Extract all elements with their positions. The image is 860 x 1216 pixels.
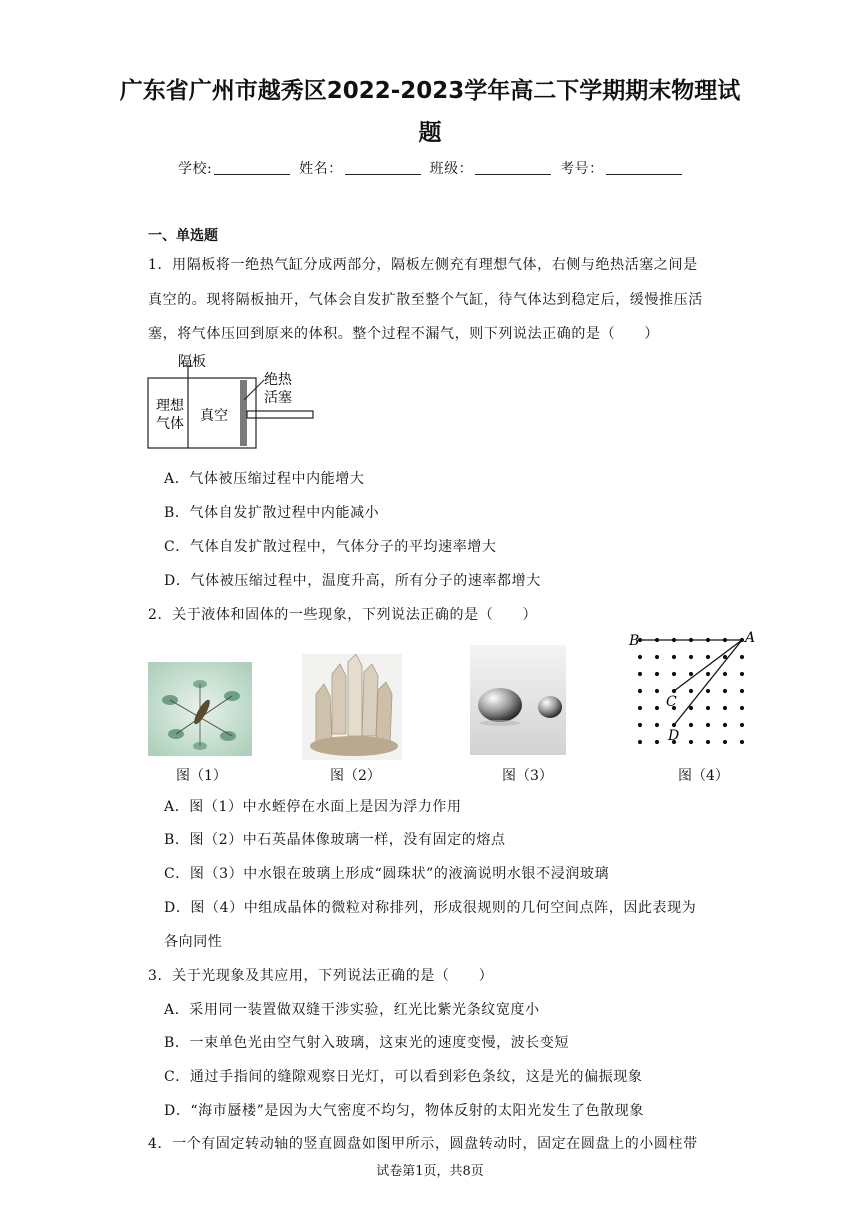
q2-option-c: C．图（3）中水银在玻璃上形成“圆珠状”的液滴说明水银不浸润玻璃: [164, 866, 610, 882]
lattice-point: [655, 706, 659, 710]
lattice-point: [706, 689, 710, 693]
q2-option-a: A．图（1）中水蛭停在水面上是因为浮力作用: [164, 799, 462, 815]
piston-label-line1: 绝热: [264, 372, 292, 388]
lattice-point: [723, 672, 727, 676]
page-footer: 试卷第1页，共8页: [376, 1164, 484, 1179]
lattice-point: [723, 706, 727, 710]
exam-number-label: 考号：: [560, 161, 604, 177]
lattice-point: [723, 689, 727, 693]
name-blank: [345, 160, 421, 175]
lattice-label-a: A: [745, 630, 756, 646]
lattice-point: [655, 672, 659, 676]
lattice-point: [740, 689, 744, 693]
crystal-lattice-diagram: [626, 628, 756, 750]
exam-title-line2: 题: [418, 120, 442, 146]
lattice-point: [655, 740, 659, 744]
school-label: 学校:: [178, 161, 213, 177]
lattice-point: [638, 672, 642, 676]
class-blank: [475, 160, 551, 175]
q1-option-c: C．气体自发扩散过程中，气体分子的平均速率增大: [164, 539, 497, 555]
lattice-point: [689, 723, 693, 727]
lattice-point: [706, 655, 710, 659]
figure-2-label: 图（2）: [330, 768, 381, 784]
lattice-point: [706, 740, 710, 744]
lattice-point: [723, 740, 727, 744]
q3-option-d: D．“海市蜃楼”是因为大气密度不均匀，物体反射的太阳光发生了色散现象: [164, 1103, 644, 1119]
q3-option-a: A．采用同一装置做双缝干涉实验，红光比紫光条纹宽度小: [164, 1002, 540, 1018]
q1-stem-line3: 塞，将气体压回到原来的体积。整个过程不漏气，则下列说法正确的是（ ）: [148, 326, 659, 342]
lattice-point: [655, 723, 659, 727]
q2-option-b: B．图（2）中石英晶体像玻璃一样，没有固定的熔点: [164, 832, 506, 848]
lattice-point: [672, 672, 676, 676]
lattice-label-b: B: [629, 633, 640, 649]
q3-option-b: B．一束单色光由空气射入玻璃，这束光的速度变慢，波长变短: [164, 1035, 570, 1051]
gas-label-line2: 气体: [156, 416, 184, 432]
figure-1-label: 图（1）: [176, 768, 227, 784]
q2-option-d-continued: 各向同性: [164, 934, 223, 950]
lattice-label-d: D: [668, 728, 680, 744]
lattice-point: [706, 672, 710, 676]
lattice-point: [638, 740, 642, 744]
class-label: 班级：: [429, 161, 474, 177]
section-heading: 一、单选题: [148, 228, 218, 244]
piston-rod: [247, 411, 313, 418]
lattice-point: [689, 672, 693, 676]
q1-stem-line1: 1．用隔板将一绝热气缸分成两部分，隔板左侧充有理想气体，右侧与绝热活塞之间是: [148, 257, 698, 273]
lattice-point: [638, 723, 642, 727]
exam-number-blank: [606, 160, 682, 175]
lattice-point: [706, 706, 710, 710]
q1-option-b: B．气体自发扩散过程中内能减小: [164, 505, 380, 521]
quartz-crystal-photo: [302, 654, 402, 760]
q3-option-c: C．通过手指间的缝隙观察日光灯，可以看到彩色条纹，这是光的偏振现象: [164, 1069, 643, 1085]
lattice-point: [723, 723, 727, 727]
partition-label: 隔板: [178, 354, 206, 370]
piston-label-line2: 活塞: [264, 390, 292, 406]
q3-stem: 3．关于光现象及其应用，下列说法正确的是（ ）: [148, 968, 494, 984]
vacuum-label: 真空: [200, 408, 228, 424]
lattice-point: [689, 740, 693, 744]
q1-option-d: D．气体被压缩过程中，温度升高，所有分子的速率都增大: [164, 573, 541, 589]
gas-label-line1: 理想: [156, 398, 184, 414]
lattice-point: [689, 689, 693, 693]
lattice-point: [655, 689, 659, 693]
insulated-piston: [240, 380, 247, 446]
lattice-point: [638, 706, 642, 710]
student-info-row: [178, 158, 686, 178]
lattice-point: [706, 723, 710, 727]
lattice-line-ad: [674, 640, 742, 725]
cylinder-piston-diagram: [140, 350, 330, 454]
mercury-droplets-photo: [470, 645, 566, 755]
lattice-point: [638, 655, 642, 659]
figure-4-label: 图（4）: [678, 768, 729, 784]
lattice-point: [672, 655, 676, 659]
q2-option-d: D．图（4）中组成晶体的微粒对称排列，形成很规则的几何空间点阵，因此表现为: [164, 900, 697, 916]
lattice-point: [740, 655, 744, 659]
exam-title-line1: 广东省广州市越秀区2022-2023学年高二下学期期末物理试: [119, 78, 741, 104]
lattice-point: [655, 655, 659, 659]
q4-stem: 4．一个有固定转动轴的竖直圆盘如图甲所示，圆盘转动时，固定在圆盘上的小圆柱带: [148, 1136, 698, 1152]
lattice-point: [740, 723, 744, 727]
lattice-point: [689, 655, 693, 659]
lattice-point: [638, 689, 642, 693]
water-strider-photo: [148, 662, 252, 756]
school-blank: [214, 160, 290, 175]
lattice-point: [740, 740, 744, 744]
q1-option-a: A．气体被压缩过程中内能增大: [164, 471, 365, 487]
lattice-point: [740, 706, 744, 710]
name-label: 姓名：: [299, 161, 343, 177]
q2-stem: 2．关于液体和固体的一些现象，下列说法正确的是（ ）: [148, 607, 538, 623]
figure-3-label: 图（3）: [502, 768, 553, 784]
lattice-point: [740, 672, 744, 676]
lattice-label-c: C: [666, 694, 677, 710]
q1-stem-line2: 真空的。现将隔板抽开，气体会自发扩散至整个气缸，待气体达到稳定后，缓慢推压活: [148, 292, 703, 308]
